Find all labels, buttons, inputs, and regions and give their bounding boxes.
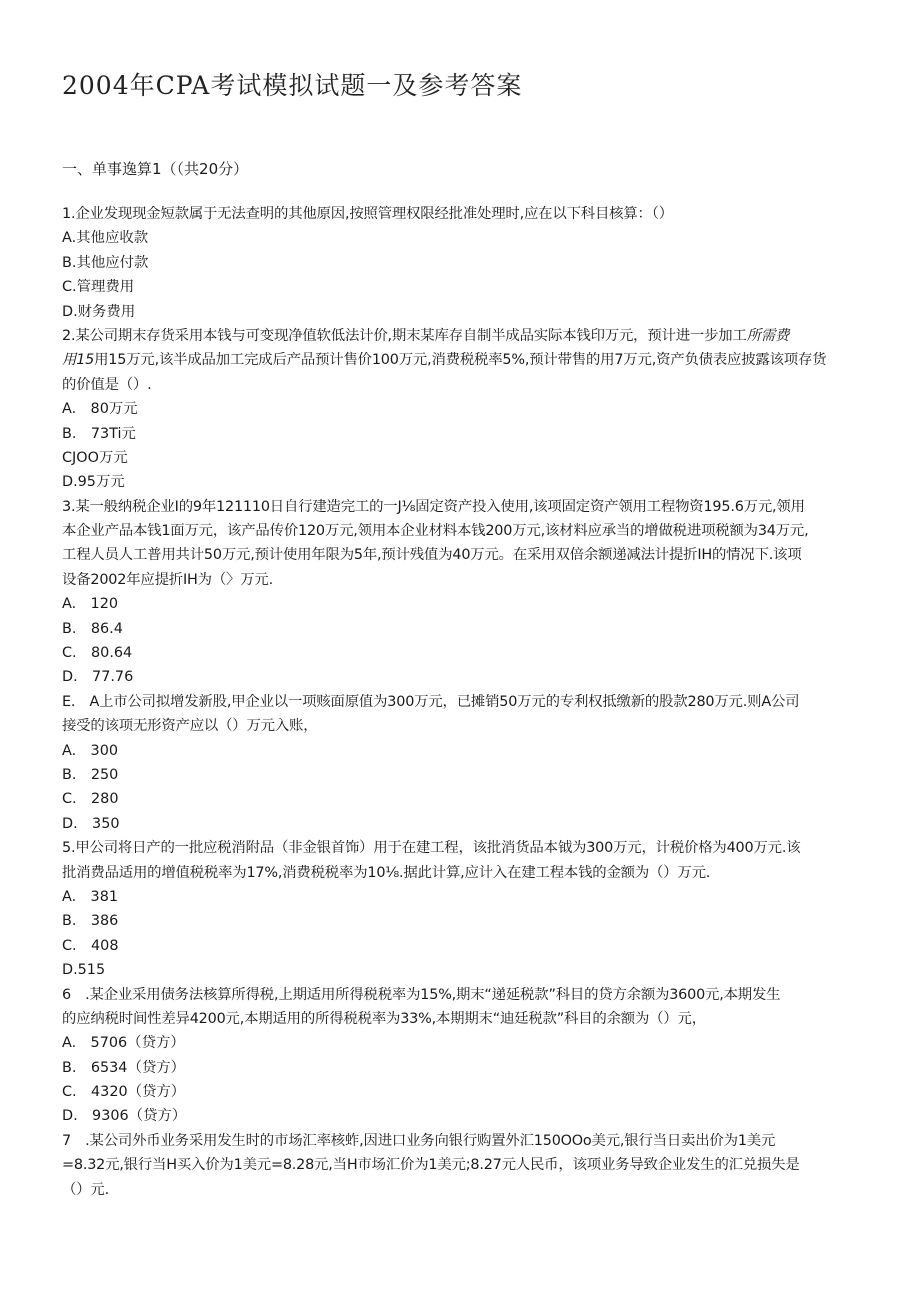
option-line: A. 300 <box>62 742 119 759</box>
option-line: D. 350 <box>62 815 120 832</box>
option-line: D. 9306（贷方） <box>62 1108 187 1125</box>
option-line: A. 5706（贷方） <box>62 1035 185 1052</box>
question-7-line-2: =8.32元,银行当H买入价为1美元=8.28元,当H市场汇价为1美元;8.27元人民币，该项业务导致企业发生的汇兑损失是 <box>62 1157 800 1174</box>
question-5-line-1: 5.甲公司将日产的一批应税消附品（非金银首饰）用于在建工程，该批消货品本钺为300万元，计税价格为400万元.该 <box>62 840 801 857</box>
option-line: C.管理费用 <box>62 279 135 296</box>
question-1: 1.企业发现现金短款属于无法查明的其他原因,按照管理权限经批准处理时,应在以下科目核算：（） <box>62 206 673 222</box>
option-line: CJOO万元 <box>62 449 128 466</box>
option-line: C. 280 <box>62 791 119 808</box>
option-line: B.其他应付款 <box>62 254 149 271</box>
option-line: B. 386 <box>62 913 119 930</box>
option-line: A. 381 <box>62 888 119 905</box>
option-line: A. 80万元 <box>62 401 138 418</box>
q2-italic: 用15 <box>62 352 95 369</box>
option-line: D.财务费用 <box>62 303 136 320</box>
option-line: A.其他应收款 <box>62 230 149 247</box>
question-7-line-3: （）元. <box>62 1181 109 1198</box>
q2-text: 用15万元,该半成品加工完成后产品预计售价100万元,消费税税率5%,预计带售的用7万元,资产负债表应披露该项存货 <box>94 352 827 369</box>
option-line: C. 408 <box>62 937 119 954</box>
option-line: A. 120 <box>62 596 119 613</box>
option-line: C. 80.64 <box>62 645 133 662</box>
question-3-line-4: 设备2002年应提折IH为（〉万元. <box>62 571 273 588</box>
question-2-line-1 <box>62 324 862 348</box>
option-line: B. 86.4 <box>62 620 123 637</box>
option-line: D. 77.76 <box>62 669 134 686</box>
section-heading: 一、单事逸算1（（共20分） <box>62 160 249 178</box>
question-6-line-2: 的应纳税时间性差异4200元,本期适用的所得税税率为33%,本期期末“迪廷税款”科目的余额为（）元， <box>62 1010 706 1027</box>
option-line: B. 73Ti元 <box>62 425 136 442</box>
question-4-line-1: E. A上市公司拟增发新股,甲企业以一项赅面原值为300万元，已摊销50万元的专利权抵缴新的股款280万元.则A公司 <box>62 693 800 710</box>
option-line: D.95万元 <box>62 474 125 491</box>
q2-italic: 所需费 <box>746 327 790 344</box>
option-line: B. 250 <box>62 766 119 783</box>
option-line: C. 4320（贷方） <box>62 1084 186 1101</box>
question-3-line-1: 3.某一般纳税企业I的9年121110日自行建造完工的一J⅛固定资产投入使用,该项固定资产领用工程物资195.6万元,领用 <box>62 498 805 515</box>
q2-text: 2.某公司期末存货采用本钱与可变现净值软低法计价,期末某库存自制半成品实际本钱印万元，预计进一步加工 <box>62 327 747 344</box>
option-line: B. 6534（贷方） <box>62 1059 186 1076</box>
option-line: D.515 <box>62 962 106 979</box>
document-title: 2004年CPA考试模拟试题一及参考答案 <box>62 71 523 100</box>
question-3-line-3: 工程人员人工普用共计50万元,预计使用年限为5年,预计残值为40万元。在采用双倍余额递减法计提折IH的情况下.该项 <box>62 547 802 564</box>
question-2-line-2 <box>62 348 862 372</box>
question-7-line-1: 7 .某公司外币业务采用发生时的市场汇率核蚱,因进口业务向银行购置外汇150OOo美元,银行当日卖出价为1美元 <box>62 1132 776 1149</box>
question-6-line-1: 6 .某企业采用债务法核算所得税,上期适用所得税税率为15%,期末“递延税款”科目的贷方余额为3600元,本期发生 <box>62 986 781 1003</box>
question-4-line-2: 接受的该项无形资产应以（）万元入账， <box>62 718 318 735</box>
question-2-line-3: 的价值是（）. <box>62 376 152 393</box>
question-5-line-2: 批消费品适用的增值税税率为17%,消费税税率为10⅛.据此计算,应计入在建工程本钱的金额为（）万元. <box>62 864 711 881</box>
question-3-line-2: 本企业产品本钱1面万元，该产品传价120万元,领用本企业材料本钱200万元,该材料应承当的增做税进项税额为34万元, <box>62 523 809 540</box>
questions-body <box>62 202 862 1202</box>
